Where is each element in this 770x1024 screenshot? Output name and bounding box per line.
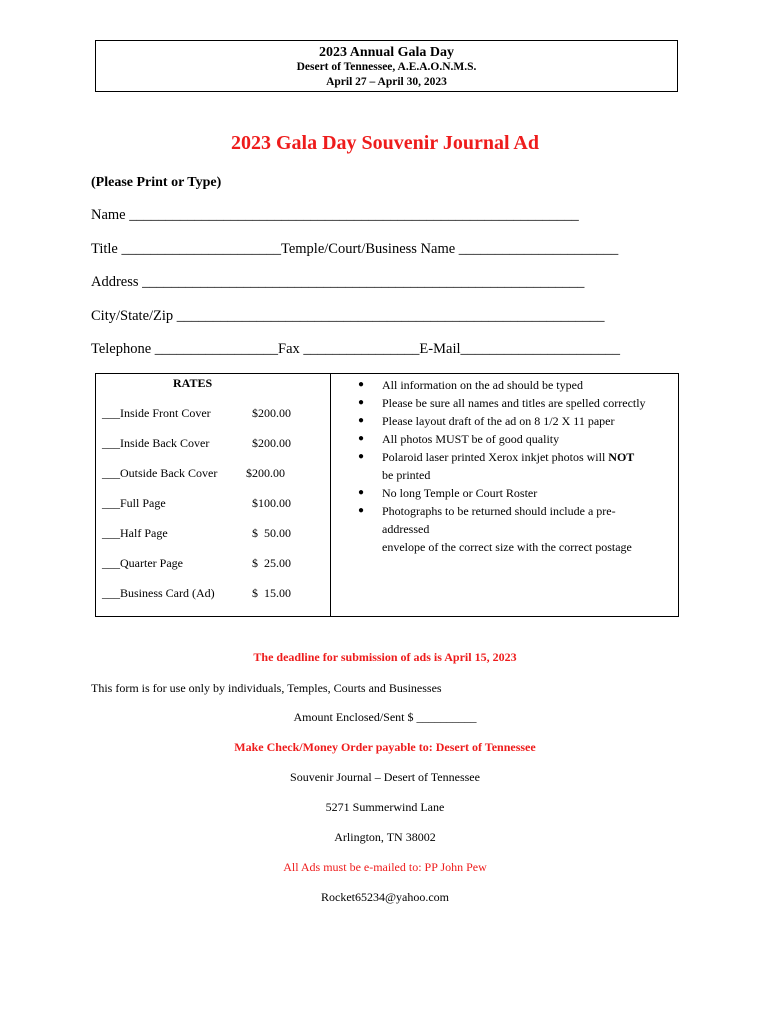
rate-price: $200.00 <box>252 406 291 420</box>
event-dates: April 27 – April 30, 2023 <box>326 76 447 88</box>
list-item-text: addressed <box>382 522 430 536</box>
organization-name: Desert of Tennessee, A.E.A.O.N.M.S. <box>296 61 477 73</box>
bullet-icon: ● <box>358 433 365 444</box>
list-item <box>358 412 668 430</box>
list-item-text: Photographs to be returned should include a pre- <box>382 504 616 518</box>
mailing-address-line: Arlington, TN 38002 <box>334 830 436 844</box>
list-item-text: Please layout draft of the ad on 8 1/2 X 11 paper <box>382 414 615 428</box>
title-temple-field[interactable]: Title ______________________Temple/Court/Business Name ______________________ <box>91 241 619 257</box>
rate-price: $ 50.00 <box>252 526 291 540</box>
deadline-notice: The deadline for submission of ads is April 15, 2023 <box>253 650 517 664</box>
column-divider <box>330 374 331 616</box>
emphasis-text: NOT <box>608 450 635 464</box>
rate-name: ___Quarter Page <box>102 556 183 570</box>
name-field[interactable]: Name ______________________________________________________________ <box>91 207 579 223</box>
bullet-icon: ● <box>358 451 365 462</box>
list-item <box>358 430 668 448</box>
instructions-list <box>358 376 668 556</box>
list-item <box>358 448 668 484</box>
email-notice: All Ads must be e-mailed to: PP John Pew <box>283 860 487 874</box>
bullet-icon: ● <box>358 397 365 408</box>
rate-price: $200.00 <box>246 466 285 480</box>
rates-table <box>95 373 679 617</box>
bullet-icon: ● <box>358 487 365 498</box>
list-item-text: Please be sure all names and titles are spelled correctly <box>382 396 646 410</box>
mailing-address-line: Souvenir Journal – Desert of Tennessee <box>290 770 480 784</box>
payable-notice: Make Check/Money Order payable to: Desert of Tennessee <box>234 740 536 754</box>
instruction-text: (Please Print or Type) <box>91 175 222 190</box>
list-item <box>358 502 668 556</box>
list-item-text: All photos MUST be of good quality <box>382 432 560 446</box>
rate-price: $100.00 <box>252 496 291 510</box>
address-field[interactable]: Address _____________________________________________________________ <box>91 274 585 290</box>
city-state-zip-field[interactable]: City/State/Zip ___________________________________________________________ <box>91 308 605 324</box>
header-box <box>95 40 678 92</box>
list-item <box>358 376 668 394</box>
list-item-text: envelope of the correct size with the correct postage <box>382 540 632 554</box>
bullet-icon: ● <box>358 379 365 390</box>
rate-price: $200.00 <box>252 436 291 450</box>
page-title: 2023 Gala Day Souvenir Journal Ad <box>230 132 540 154</box>
rate-price: $ 15.00 <box>252 586 291 600</box>
rates-heading: RATES <box>173 376 213 390</box>
contact-email[interactable]: Rocket65234@yahoo.com <box>320 890 450 904</box>
list-item <box>358 394 668 412</box>
list-item-text: No long Temple or Court Roster <box>382 486 538 500</box>
rate-name: ___Business Card (Ad) <box>102 586 215 600</box>
list-item-text: All information on the ad should be typed <box>382 378 583 392</box>
amount-enclosed-field[interactable]: Amount Enclosed/Sent $ __________ <box>293 710 477 724</box>
bullet-icon: ● <box>358 505 365 516</box>
rate-price: $ 25.00 <box>252 556 291 570</box>
event-title: 2023 Annual Gala Day <box>319 45 454 60</box>
rate-name: ___Inside Front Cover <box>102 406 211 420</box>
rate-name: ___Full Page <box>102 496 166 510</box>
mailing-address-line: 5271 Summerwind Lane <box>325 800 445 814</box>
rate-name: ___Half Page <box>102 526 168 540</box>
usage-note: This form is for use only by individuals, Temples, Courts and Businesses <box>91 681 442 695</box>
telephone-fax-email-field[interactable]: Telephone _________________Fax ________________E-Mail______________________ <box>91 341 621 357</box>
list-item-text: Polaroid laser printed Xerox inkjet photos will <box>382 450 609 464</box>
list-item-text: be printed <box>382 468 431 482</box>
list-item <box>358 484 668 502</box>
bullet-icon: ● <box>358 415 365 426</box>
rate-name: ___Outside Back Cover <box>102 466 218 480</box>
rate-name: ___Inside Back Cover <box>102 436 210 450</box>
